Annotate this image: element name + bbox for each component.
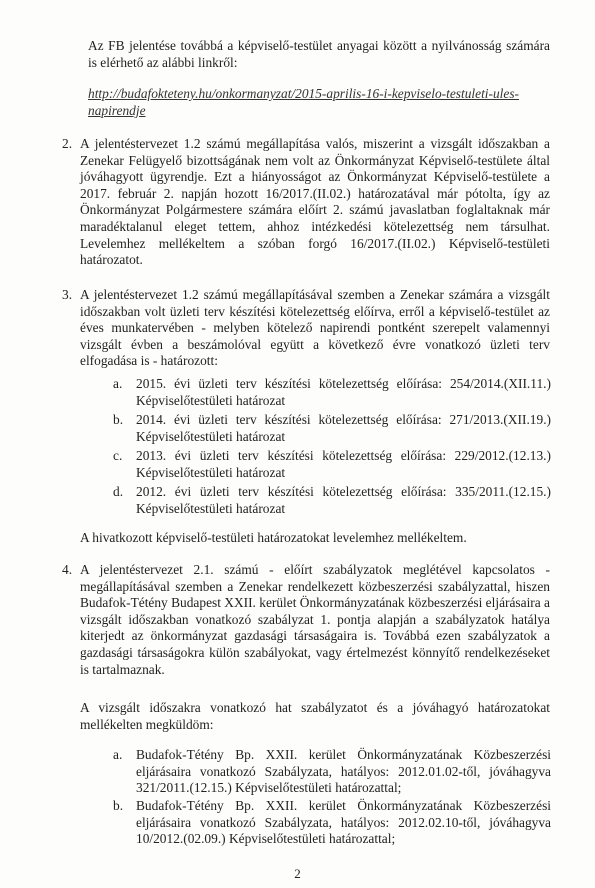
item-3-closing: A hivatkozott képviselő-testületi határozatokat levelemhez mellékeltem.	[80, 530, 467, 545]
item-number-3: 3.	[62, 287, 73, 302]
item-number-4: 4.	[62, 562, 73, 577]
list-item-text: 2014. évi üzleti terv készítési kötelezettség előírása: 271/2013.(XII.19.) Képviselőtestületi határozat	[136, 412, 551, 444]
list-item-text: Budafok-Tétény Bp. XXII. kerület Önkormányzatának Közbeszerzési eljárásaira vonatkozó Szabályzata, hatályos: 2012.01.02-től, jóváhagyva 321/2011.(12.15.) Képviselőtestületi határozattal;	[136, 747, 551, 796]
item-number-2: 2.	[62, 136, 73, 151]
list-item-label: b.	[113, 798, 124, 813]
item-text-4: A jelentéstervezet 2.1. számú - előírt szabályzatok meglétével kapcsolatos - megállapításával szemben a Zenekar rendelkezett közbeszerzési szabályzattal, hiszen Budafok-Tétény Budapest XXII. kerület Önkormányzatának közbeszerzési eljárásaira a vizsgált időszakban vonatkozó szabályzat 1. pontja alapján a szabályzatok hatálya kiterjedt az önkormányzat gazdasági társaságaira is. Továbbá ezen szabályzatok a gazdasági társaságokra külön szabályokat, vagy értelmezést könnyítő rendelkezéseket is tartalmaznak.	[80, 562, 550, 677]
item-text-3: A jelentéstervezet 1.2 számú megállapításával szemben a Zenekar számára a vizsgált időszakban volt üzleti terv készítési kötelezettség előírva, erről a képviselő-testület az éves munkatervében - melyben kötelező napirendi pontként szerepelt valamennyi vizsgált évben a beszámolóval együtt a következő évre vonatkozó üzleti terv elfogadása is - határozott:	[80, 287, 550, 369]
list-item-text: 2015. évi üzleti terv készítési kötelezettség előírása: 254/2014.(XII.11.) Képviselőtestületi határozat	[136, 376, 551, 408]
item-4-attachment-note: A vizsgált időszakra vonatkozó hat szabályzatot és a jóváhagyó határozatokat mellékelten megküldöm:	[80, 700, 550, 732]
list-item-label: d.	[113, 484, 124, 499]
list-item-label: a.	[113, 376, 123, 391]
item-text-2: A jelentéstervezet 1.2 számú megállapítása valós, miszerint a vizsgált időszakban a Zenekar Felügyelő bizottságának nem volt az Önkormányzat Képviselő-testülete által jóváhagyott ügyrendje. Ezt a hiányosságot az Önkormányzat Képviselő-testülete a 2017. február 2. napján hozott 16/2017.(II.02.) határozatával már pótolta, így az Önkormányzat Polgármestere számára előírt 2. számú javaslatban foglaltaknak már maradéktalanul eleget tettem, ahhoz intézkedési kötelezettség nem társulhat. Levelemhez mellékeltem a szóban forgó 16/2017.(II.02.) Képviselő-testületi határozatot.	[80, 136, 550, 268]
napirend-link[interactable]: http://budafokteteny.hu/onkormanyzat/2015-aprilis-16-i-kepviselo-testuleti-ules-napirendje	[88, 86, 520, 118]
intro-paragraph: Az FB jelentése továbbá a képviselő-testület anyagai között a nyilvánosság számára is elérhető az alábbi linkről:	[88, 38, 550, 70]
list-item-text: 2012. évi üzleti terv készítési kötelezettség előírása: 335/2011.(12.15.) Képviselőtestületi határozat	[136, 484, 551, 516]
list-item-text: 2013. évi üzleti terv készítési kötelezettség előírása: 229/2012.(12.13.) Képviselőtestületi határozat	[136, 448, 551, 480]
list-item-label: c.	[113, 448, 123, 463]
list-item-label: b.	[113, 412, 124, 427]
list-item-label: a.	[113, 747, 123, 762]
page-number: 2	[294, 866, 301, 881]
list-item-text: Budafok-Tétény Bp. XXII. kerület Önkormányzatának Közbeszerzési eljárásaira vonatkozó Szabályzata, hatályos: 2012.02.10-től, jóváhagyva 10/2012.(02.09.) Képviselőtestületi határozattal;	[136, 798, 551, 847]
